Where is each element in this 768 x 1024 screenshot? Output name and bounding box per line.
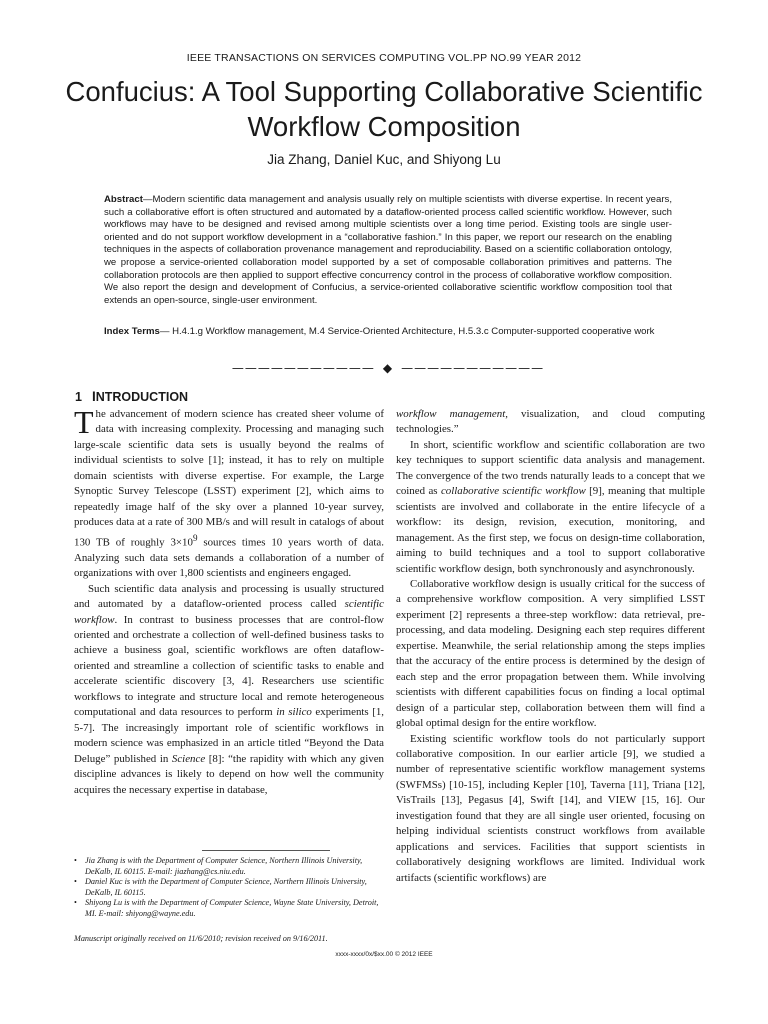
footnote-item: • Daniel Kuc is with the Department of Computer Science, Northern Illinois University, DeKalb, IL 60115. [74,877,384,898]
section-heading [75,389,188,404]
section-number: 1 [75,390,82,404]
paper-authors: Jia Zhang, Daniel Kuc, and Shiyong Lu [267,152,501,167]
emphasis: in silico [276,706,312,719]
paragraph [74,404,384,582]
paragraph-text: [8]: “the rapidity with which any given discipline advances is likely to depend on how well the community acquires the necessary expertise in database, [74,752,384,796]
index-terms-label: Index Terms [104,326,160,337]
superscript: 9 [192,532,198,543]
emphasis: collaborative scientific workflow [440,485,586,498]
index-terms-text: — H.4.1.g Workflow management, M.4 Service-Oriented Architecture, H.5.3.c Computer-supported cooperative work [159,326,655,337]
paragraph [396,438,705,577]
paragraph-text: experiments [1, 5-7]. The increasingly important role of scientific workflows in modern science was emphasized in an article titled “Beyond the Data Deluge” published in [74,706,385,765]
section-title-initial: I [91,389,96,404]
manuscript-note: Manuscript originally received on 11/6/2010; revision received on 9/16/2011. [74,934,328,943]
paragraph [396,407,705,438]
paragraph-text: [9], meaning that multiple scientists are involved and collaborate in the entire lifecycle of a workflow: its design, revision, execution, monitoring, and management. As the first step, we focus on design-time collaboration, aiming to build techniques and a tool to support collaborative scientific workflow design, both synchronously and asynchronously. [396,485,705,575]
footnote-item: • Shiyong Lu is with the Department of Computer Science, Wayne State University, Detroit, MI. E-mail: shiyong@wayne.edu. [74,898,384,919]
paragraph-text: Such scientific data analysis and processing is usually structured and automated by a dataflow-oriented process called [74,582,384,611]
body-column-left [74,404,385,798]
diamond-icon: ◆ [382,361,394,375]
emphasis: Science [171,752,206,765]
drop-cap: T [74,404,94,440]
paragraph: Collaborative workflow design is usually critical for the success of a comprehensive workflow composition. A very simplified LSST experiment [2] represents a three-step workflow: data retrieval, pre-processing, and data modeling. Designing each step requires different expertise. Meanwhile, the serial relationship among the steps implies that the accuracy of the entire process is determined by the design of each step and the error propagation between them. While involving scientists with different capabilities focus on finding a local optimal design of a particular step, collaboration between them will find a global optimal design for the entire workflow. [396,577,705,730]
paragraph-text: he advancement of modern science has created sheer volume of data with increasing complexity. Processing and managing such large-scale scientific data sets is usually beyond the realms of individual scientists to solve [1]; instead, it has to rely on multiple domain scientists with diverse expertise. For example, the Large Synoptic Survey Telescope (LSST) experiment [2], which aims to repeatedly image half of the sky over a planned 10-year survey, produces data at a rate of 300 MB/s and will result in catalogs of about 130 TB of roughly 3×10 [74,408,384,549]
paragraph-text: , visualization, and cloud computing technologies.” [396,408,705,436]
paper-title: Confucius: A Tool Supporting Collaborative Scientific Workflow Composition [65,76,703,142]
body-column-right [396,407,705,886]
journal-header: IEEE TRANSACTIONS ON SERVICES COMPUTING VOL.PP NO.99 YEAR 2012 [186,52,582,64]
paragraph-text: In short, scientific workflow and scientific collaboration are two key techniques to support scientific data analysis and management. The convergence of the two trends naturally leads to a concept that we coined as [396,438,705,498]
paragraph: Existing scientific workflow tools do not particularly support collaborative composition. In our earlier article [9], we studied a number of representative scientific workflow management systems (SWFMSs) [10-15], including Kepler [10], Taverna [11], Triana [12], VisTrails [13], Pegasus [4], Swift [14], and VIEW [15, 16]. Our investigation found that they are all single user oriented, focusing on helping individual scientists construct workflows from available applications and services. Facilities that support scientists in collaboratively designing workflows are limited. Individual work artifacts (scientific workflows) are [396,732,705,884]
copyright-footer: xxxx-xxxx/0x/$xx.00 © 2012 IEEE [335,951,433,958]
paragraph-text: sources times 10 years worth of data. Analyzing such data sets demands a collaboration of a number of organizations with over 1,800 scientists and engineers engaged. [74,536,384,580]
emphasis: workflow management [396,408,506,420]
footnote-rule [202,850,330,851]
section-divider [231,361,545,375]
index-terms [104,326,672,339]
section-title-rest: NTRODUCTION [95,390,189,404]
emphasis: scientific workflow [74,598,384,626]
divider-right-dashes: ——————————— [401,361,545,375]
author-footnotes [74,856,384,920]
paragraph-text: . In contrast to business processes that are control-flow oriented and orchestrate a collection of well-defined business tasks to achieve a business goal, scientific workflows are often dataflow-oriented and streamline a collection of scientific tasks to enable and accelerate scientific discovery [3, 4]. Researchers use scientific workflows to integrate and structure local and remote heterogeneous computational and data resources to perform [74,613,384,719]
abstract-label: Abstract [104,194,143,205]
footnote-item: • Jia Zhang is with the Department of Computer Science, Northern Illinois University, DeKalb, IL 60115. E-mail: jiazhang@cs.niu.edu. [74,856,384,877]
paragraph [74,582,384,798]
divider-left-dashes: ——————————— [231,361,375,375]
abstract [104,194,672,307]
abstract-text: —Modern scientific data management and analysis usually rely on multiple scientists with diverse expertise. In recent years, such a collaborative effort is often structured and automated by a dataflow-oriented process called scientific workflow. However, such workflows may have to be designed and revised among multiple scientists over a long time period. Existing tools are single user-oriented and do not support workflow development in a “collaborative fashion.” In this paper, we report our research on the enabling techniques in the aspects of collaboration provenance management and reproduciability. Based on a scientific collaboration ontology, we propose a service-oriented collaboration model supported by a set of composable collaboration primitives and patterns. The collaboration protocols are then applied to support effective concurrency control in the process of collaborative workflow composition. We also report the design and development of Confucius, a service-oriented collaborative scientific workflow composition tool that extends an open-source, single-user environment. [104,194,672,306]
